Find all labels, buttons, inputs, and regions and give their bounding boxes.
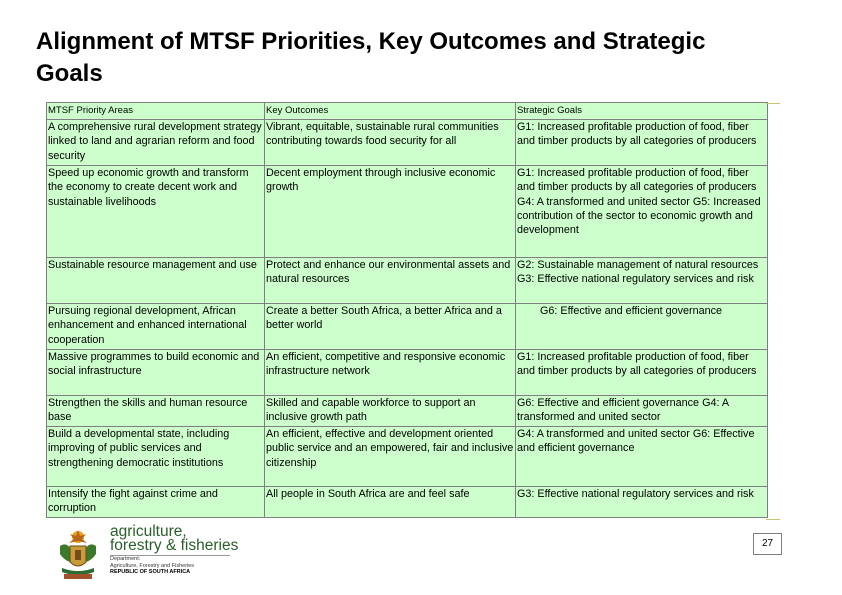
table-cell: G6: Effective and efficient governance G4: A transformed and united sector <box>516 396 768 427</box>
table-cell: Vibrant, equitable, sustainable rural communities contributing towards food security for all <box>265 120 516 166</box>
table-cell: G4: A transformed and united sector G6: Effective and efficient governance <box>516 427 768 487</box>
table-cell: Sustainable resource management and use <box>47 258 265 304</box>
table-cell: Pursuing regional development, African enhancement and enhanced international cooperation <box>47 304 265 350</box>
department-logo <box>52 523 242 584</box>
table-row <box>47 487 768 518</box>
table-cell: G1: Increased profitable production of food, fiber and timber products by all categories of producers <box>516 120 768 166</box>
logo-sub-department: Department: <box>110 556 141 562</box>
table-cell: An efficient, effective and development oriented public service and an empowered, fair and inclusive citizenship <box>265 427 516 487</box>
logo-text-agriculture: agriculture, <box>110 523 187 540</box>
table-cell: G3: Effective national regulatory services and risk <box>516 487 768 518</box>
table-row <box>47 350 768 396</box>
table-row <box>47 120 768 166</box>
table-row <box>47 166 768 258</box>
table-row <box>47 427 768 487</box>
logo-sub-name: Agriculture, Forestry and Fisheries <box>110 562 195 569</box>
column-header-outcomes: Key Outcomes <box>265 103 516 120</box>
table-cell: Intensify the fight against crime and corruption <box>47 487 265 518</box>
table-cell: All people in South Africa are and feel safe <box>265 487 516 518</box>
table-cell: Decent employment through inclusive economic growth <box>265 166 516 258</box>
table-row <box>47 396 768 427</box>
table-cell: Create a better South Africa, a better Africa and a better world <box>265 304 516 350</box>
column-header-goals: Strategic Goals <box>516 103 768 120</box>
top-accent-line <box>766 103 780 104</box>
table-cell: Build a developmental state, including improving of public services and strengthening democratic institutions <box>47 427 265 487</box>
table-cell: G1: Increased profitable production of food, fiber and timber products by all categories of producers G4: A transformed and united sector G5: Increased contribution of the sector to economic growth and development <box>516 166 768 258</box>
alignment-table <box>46 102 768 518</box>
table-header-row <box>47 103 768 120</box>
table-row <box>47 304 768 350</box>
table-row <box>47 258 768 304</box>
table-cell: G6: Effective and efficient governance <box>516 304 768 350</box>
logo-subtitle <box>110 556 194 576</box>
column-header-mtsf: MTSF Priority Areas <box>47 103 265 120</box>
page-title: Alignment of MTSF Priorities, Key Outcomes and Strategic Goals <box>36 28 706 87</box>
bottom-accent-line <box>766 519 780 520</box>
table-cell: Massive programmes to build economic and social infrastructure <box>47 350 265 396</box>
logo-text-forestry-fisheries: forestry & fisheries <box>110 537 239 554</box>
table-cell: Speed up economic growth and transform the economy to create decent work and sustainable livelihoods <box>47 166 265 258</box>
table-cell: A comprehensive rural development strategy linked to land and agrarian reform and food security <box>47 120 265 166</box>
coat-of-arms-icon <box>56 528 100 582</box>
table-cell: G2: Sustainable management of natural resources G3: Effective national regulatory services and risk <box>516 258 768 304</box>
table-cell: An efficient, competitive and responsive economic infrastructure network <box>265 350 516 396</box>
page-number: 27 <box>753 533 782 555</box>
logo-sub-republic: REPUBLIC OF SOUTH AFRICA <box>110 569 191 576</box>
table-cell: Strengthen the skills and human resource base <box>47 396 265 427</box>
table-cell: G1: Increased profitable production of food, fiber and timber products by all categories of producers <box>516 350 768 396</box>
table-cell: Protect and enhance our environmental assets and natural resources <box>265 258 516 304</box>
table-cell: Skilled and capable workforce to support an inclusive growth path <box>265 396 516 427</box>
